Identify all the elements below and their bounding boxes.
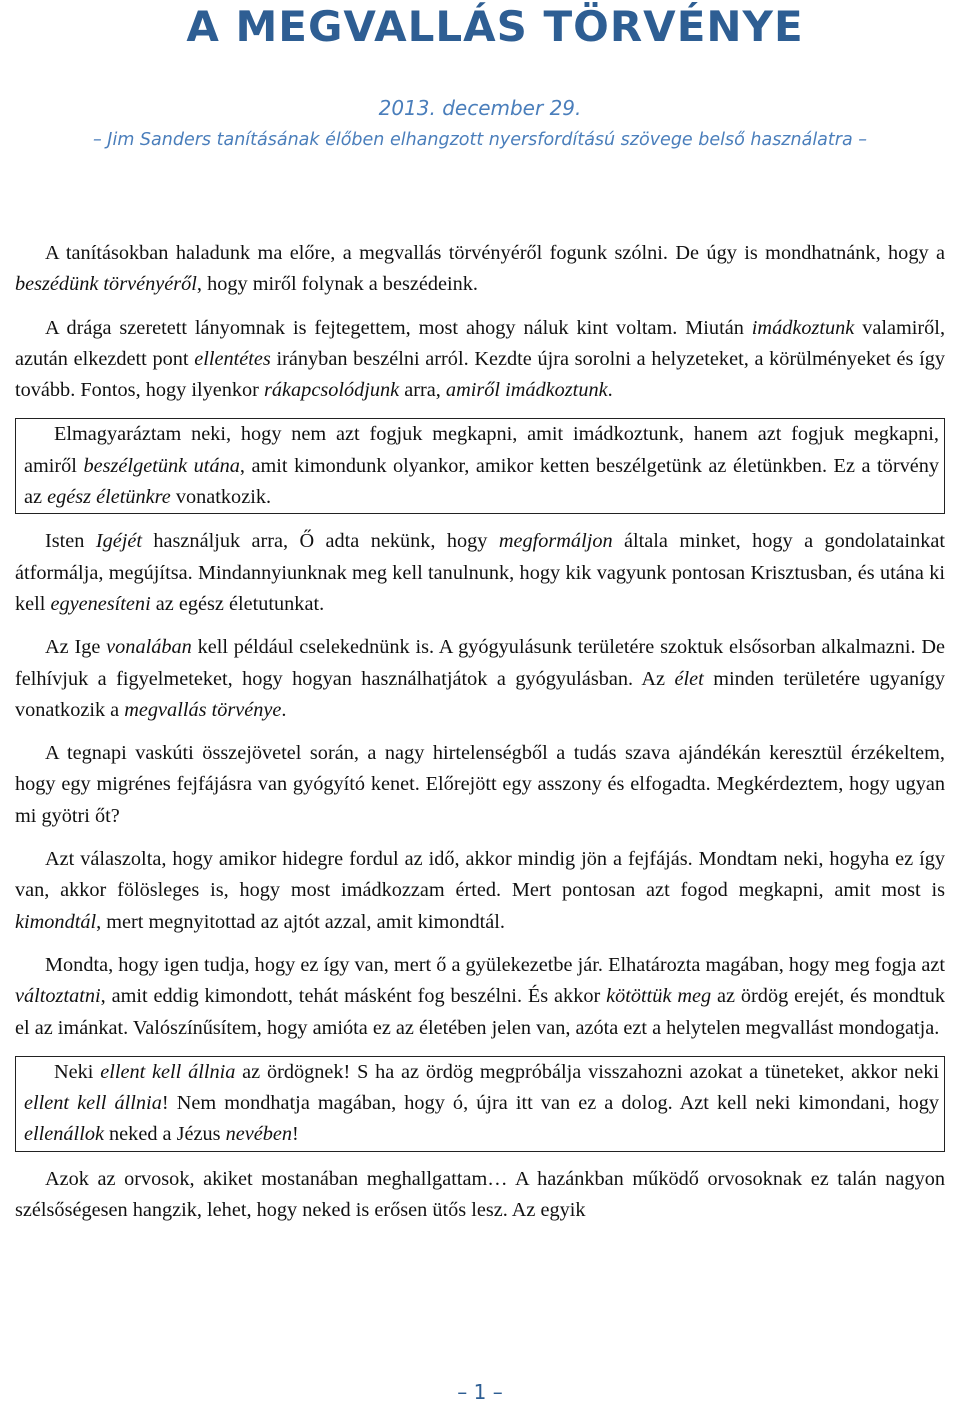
italic-run: megvallás törvénye (124, 698, 282, 721)
italic-run: beszélgetünk utána (83, 454, 240, 477)
italic-run: kimondtál (15, 910, 97, 933)
page-number: – 1 – (457, 1380, 503, 1404)
text-run: Isten (45, 530, 96, 553)
italic-run: egész életünkre (47, 486, 171, 509)
paragraph-1 (15, 238, 945, 301)
italic-run: megformáljon (498, 530, 613, 553)
paragraph-2 (15, 313, 945, 407)
italic-run: vonalában (106, 636, 192, 659)
italic-run: ellent kell állnia (24, 1092, 162, 1115)
italic-run: ellentétes (194, 347, 271, 370)
text-run: irányban beszélni arról. Kezdte újra sorolni a helyzeteket, a körülményeket és így tovább. Fontos, hogy ilyenkor (15, 347, 945, 402)
text-run: , amit eddig kimondott, tehát másként fog beszélni. És akkor (100, 985, 607, 1008)
text-run: Azok az orvosok, akiket mostanában meghallgattam… A hazánkban működő orvosoknak ez talán nagyon szélsőségesen hangzik, lehet, hogy neked is erősen ütős lesz. Az egyik (15, 1167, 945, 1222)
text-run: Az Ige (45, 636, 107, 659)
text-run: . (607, 379, 613, 402)
document-subtitle: – Jim Sanders tanításának élőben elhangzott nyersfordítású szövege belső használatra – (92, 130, 867, 150)
text-run: használjuk arra, Ő adta nekünk, hogy (142, 530, 499, 553)
text-run: kell például cselekednünk is. A gyógyulásunk területére szoktuk elsősorban alkalmazni. De felhívjuk a figyelmeteket, hogy hogyan használhatjátok a gyógyulásban. Az (15, 636, 945, 690)
text-run: az egész életutunkat. (150, 592, 325, 615)
paragraph-4 (15, 526, 945, 620)
text-run: neked a Jézus (103, 1123, 226, 1146)
text-run: Elmagyaráztam neki, hogy nem azt fogjuk megkapni, amit imádkoztunk, hanem azt fogjuk megkapni, amiről (24, 423, 939, 477)
italic-run: élet (674, 667, 704, 690)
text-run: A drága szeretett lányomnak is fejtegettem, most ahogy náluk kint voltam. Miután (45, 316, 752, 339)
italic-run: imádkoztunk (751, 316, 855, 339)
text-run: valamiről, azután elkezdett pont (15, 316, 946, 370)
paragraph-7 (15, 844, 945, 938)
text-run: minden területére ugyanígy vonatkozik a (15, 667, 945, 721)
italic-run: Igéjét (95, 530, 142, 553)
text-run: Azt válaszolta, hogy amikor hidegre fordul az idő, akkor mindig jön a fejfájás. Mondtam neki, hogyha ez így van, akkor fölösleges is, hogy most imádkozzam érted. Mert pontosan azt fogod megkapni, amit most is (15, 848, 945, 902)
paragraph-8 (15, 950, 945, 1044)
text-run: Neki (54, 1060, 101, 1083)
text-run: ! Nem mondhatja magában, hogy ó, újra itt van ez a dolog. Azt kell neki kimondani, hogy (161, 1092, 940, 1115)
text-run: vonatkozik. (170, 486, 272, 509)
italic-run: egyenesíteni (50, 592, 151, 615)
text-run: az ördög erejét, és mondtuk el az imánkat. Valószínűsítem, hogy amióta ez az életében jelen van, azóta ezt a helytelen megvallást mondogatja. (15, 985, 945, 1039)
italic-run: kötöttük meg (606, 985, 712, 1008)
boxed-paragraph-3 (15, 418, 945, 514)
text-run: A tanításokban haladunk ma előre, a megvallás törvényéről fogunk szólni. De úgy is mondhatnánk, hogy a (45, 242, 945, 264)
italic-run: ellenállok (24, 1123, 104, 1146)
text-run: , amit kimondunk olyankor, amikor ketten beszélgetünk az életünkben. Ez a törvény az (24, 454, 939, 509)
paragraph-6 (15, 738, 945, 832)
text-run: Mondta, hogy igen tudja, hogy ez így van, mert ő a gyülekezetbe jár. Elhatározta magában, hogy meg fogja azt (45, 953, 945, 976)
italic-run: nevében (225, 1123, 293, 1146)
text-run: az ördögnek! S ha az ördög megpróbálja visszahozni azokat a tüneteket, akkor neki (235, 1060, 939, 1083)
text-run: , hogy miről folynak a beszédeink. (196, 273, 478, 296)
paragraph-10 (15, 1164, 945, 1227)
text-run: általa minket, hogy a gondolatainkat átformálja, megújítsa. Mindannyiunknak meg kell tanulnunk, hogy kik vagyunk pontosan Krisztusban, és utána ki kell (15, 530, 945, 615)
document-date: 2013. december 29. (378, 96, 582, 120)
paragraph-5 (15, 632, 945, 726)
italic-run: amiről imádkoztunk (445, 379, 608, 402)
boxed-paragraph-9 (15, 1056, 945, 1152)
text-run: arra, (399, 379, 446, 402)
text-run: A tegnapi vaskúti összejövetel során, a nagy hirtelenségből a tudás szava ajándékán keresztül érzékeltem, hogy egy migrénes fejfájásra van gyógyító kenet. Előrejött egy asszony és elfogadta. Megkérdeztem, hogy ugyan mi gyötri őt? (15, 742, 945, 827)
italic-run: változtatni (15, 985, 101, 1008)
document-body (15, 238, 945, 1238)
italic-run: beszédünk törvényéről (15, 273, 197, 296)
text-run: , mert megnyitottad az ajtót azzal, amit kimondtál. (96, 910, 505, 933)
text-run: ! (292, 1123, 299, 1146)
document-title: A MEGVALLÁS TÖRVÉNYE (186, 2, 804, 51)
italic-run: ellent kell állnia (100, 1060, 236, 1083)
italic-run: rákapcsolódjunk (264, 379, 400, 402)
text-run: . (281, 698, 287, 721)
